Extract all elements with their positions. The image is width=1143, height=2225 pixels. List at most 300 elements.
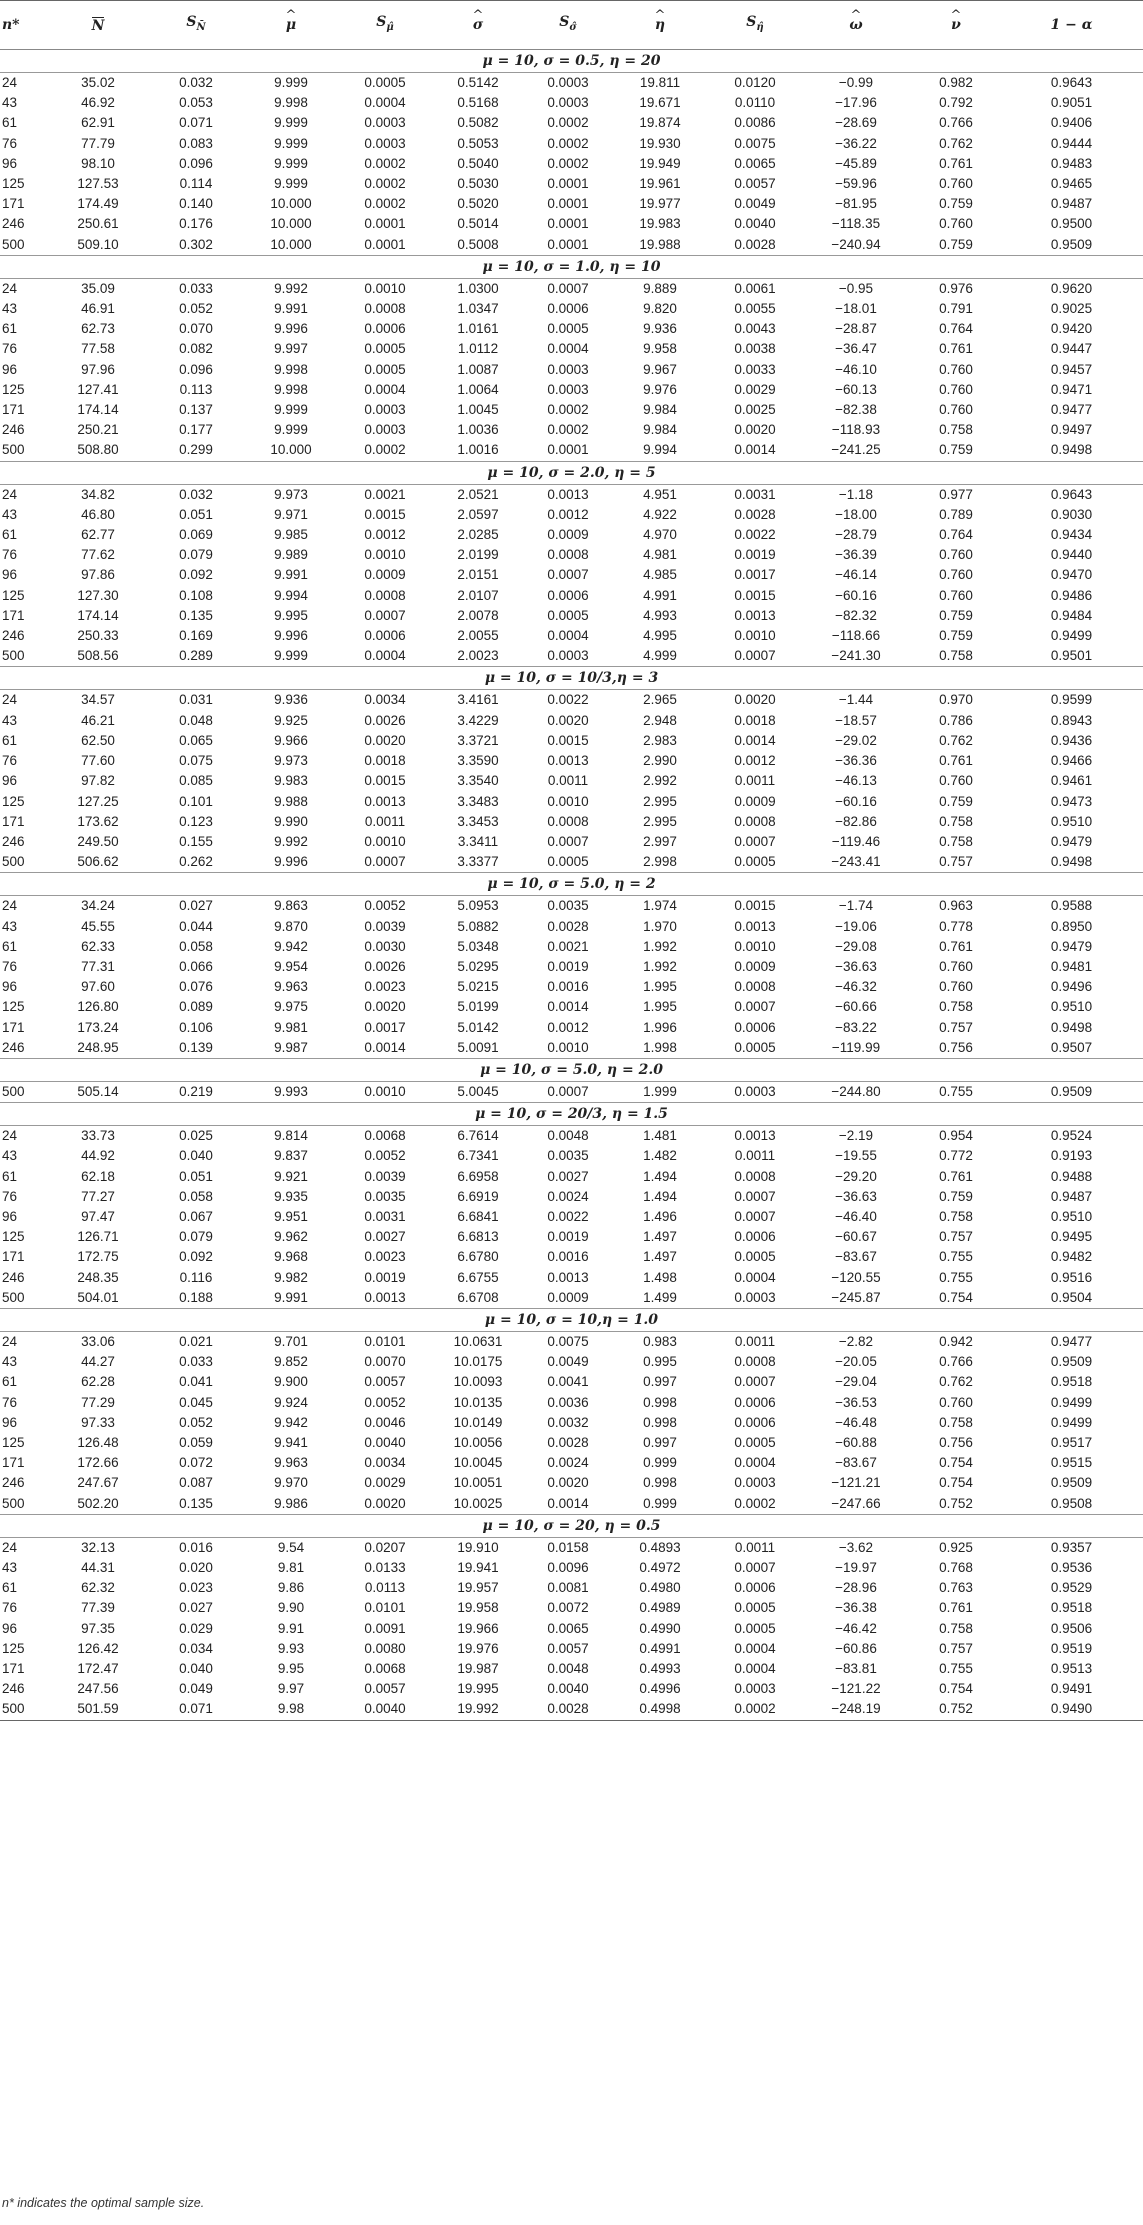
section-header-row <box>0 1058 1143 1081</box>
table-cell: 0.0031 <box>364 1208 406 1224</box>
table-cell: 0.759 <box>939 793 973 809</box>
table-row <box>0 73 1143 94</box>
table-cell: 246 <box>2 216 25 232</box>
table-row <box>0 1679 1143 1699</box>
table-cell: 0.4993 <box>639 1661 681 1677</box>
table-cell: 5.0091 <box>457 1039 499 1055</box>
table-cell: 9.998 <box>274 95 308 111</box>
table-cell: 0.021 <box>179 1333 213 1349</box>
table-cell: 10.0149 <box>453 1414 503 1430</box>
table-cell: 6.6755 <box>457 1269 499 1285</box>
table-cell: 0.0013 <box>547 753 589 769</box>
section-title: μ = 10, σ = 1.0, η = 10 <box>0 255 1143 278</box>
table-cell: 9.990 <box>274 813 308 829</box>
table-cell: 9.998 <box>274 361 308 377</box>
table-cell: 10.0093 <box>453 1374 503 1390</box>
table-cell: 9.870 <box>274 918 308 934</box>
table-cell: 0.045 <box>179 1394 213 1410</box>
table-cell: 1.494 <box>643 1168 677 1184</box>
table-cell: 0.0005 <box>734 1434 776 1450</box>
table-cell: 0.0014 <box>547 1495 589 1511</box>
table-cell: 0.9406 <box>1050 115 1093 131</box>
table-cell: 0.758 <box>939 999 973 1015</box>
table-cell: 125 <box>2 1229 25 1245</box>
table-cell: 19.910 <box>457 1539 499 1555</box>
table-cell: 0.0113 <box>364 1580 406 1596</box>
table-row <box>0 1352 1143 1372</box>
table-cell: 0.0029 <box>734 381 776 397</box>
table-cell: 9.967 <box>643 361 677 377</box>
table-cell: 0.0006 <box>547 301 589 317</box>
table-cell: 0.0010 <box>364 547 406 563</box>
table-cell: 9.93 <box>277 1640 305 1656</box>
table-cell: 0.758 <box>939 1620 973 1636</box>
table-cell: 10.000 <box>270 196 312 212</box>
table-cell: 501.59 <box>46 1699 150 1720</box>
table-cell: 0.049 <box>179 1681 213 1697</box>
table-cell: 0.0011 <box>734 1148 776 1164</box>
table-row <box>0 525 1143 545</box>
table-cell: −46.32 <box>835 979 877 995</box>
table-row <box>0 1659 1143 1679</box>
table-cell: 127.53 <box>77 176 119 192</box>
table-cell: 0.0024 <box>547 1455 589 1471</box>
section-header-row <box>0 1514 1143 1537</box>
table-cell: 0.0020 <box>734 422 776 438</box>
table-cell: −82.86 <box>835 813 877 829</box>
table-cell: 9.820 <box>643 301 677 317</box>
table-cell: 0.9588 <box>1050 898 1093 914</box>
table-cell: −36.63 <box>835 1188 877 1204</box>
table-cell: 19.930 <box>639 135 681 151</box>
table-cell: 9.924 <box>274 1394 308 1410</box>
table-cell: 0.998 <box>643 1414 677 1430</box>
table-cell: 19.874 <box>639 115 681 131</box>
table-cell: 43 <box>2 95 18 111</box>
table-cell: 9.701 <box>274 1333 308 1349</box>
table-cell: 0.0014 <box>734 442 776 458</box>
table-row <box>0 711 1143 731</box>
table-row <box>0 113 1143 133</box>
table-cell: −60.67 <box>835 1229 877 1245</box>
table-cell: −46.10 <box>835 361 877 377</box>
table-cell: −28.96 <box>835 1580 877 1596</box>
table-row <box>0 626 1143 646</box>
table-cell: 0.9479 <box>1050 938 1093 954</box>
table-cell: 0.0013 <box>547 1269 589 1285</box>
table-cell: 246 <box>2 628 25 644</box>
table-cell: 0.0007 <box>547 280 589 296</box>
table-cell: 0.760 <box>939 773 973 789</box>
table-cell: 0.0013 <box>734 1128 776 1144</box>
table-cell: −60.66 <box>835 999 877 1015</box>
table-cell: 2.0107 <box>457 587 499 603</box>
table-cell: 9.986 <box>274 1495 308 1511</box>
table-row <box>0 812 1143 832</box>
table-row <box>0 606 1143 626</box>
table-cell: −59.96 <box>835 176 877 192</box>
table-cell: 32.13 <box>81 1539 115 1555</box>
table-cell: 0.0002 <box>547 135 589 151</box>
table-cell: 0.0020 <box>547 1475 589 1491</box>
table-cell: 9.900 <box>274 1374 308 1390</box>
table-row <box>0 154 1143 174</box>
table-cell: 0.0065 <box>547 1620 589 1636</box>
table-cell: 24 <box>2 1539 18 1555</box>
table-cell: 9.921 <box>274 1168 308 1184</box>
table-cell: 0.9479 <box>1050 833 1093 849</box>
table-cell: 0.0028 <box>526 1699 610 1720</box>
table-cell: 76 <box>2 753 18 769</box>
table-row <box>0 235 1143 256</box>
header-one-minus-alpha: 1 − α <box>1000 1 1143 50</box>
table-cell: 0.9536 <box>1050 1560 1093 1575</box>
table-cell: −240.94 <box>831 236 881 252</box>
table-cell: 174.49 <box>77 196 119 212</box>
table-cell: 0.9524 <box>1050 1128 1093 1144</box>
table-cell: 97.60 <box>81 979 115 995</box>
table-cell: 2.0055 <box>457 628 499 644</box>
table-cell: 0.0075 <box>734 135 776 151</box>
table-cell: 0.0004 <box>547 341 589 357</box>
table-cell: 0.9051 <box>1050 95 1093 111</box>
table-cell: 9.963 <box>274 1455 308 1471</box>
table-cell: 2.995 <box>643 793 677 809</box>
table-cell: 0.0010 <box>547 1039 589 1055</box>
table-cell: 0.0101 <box>364 1600 406 1616</box>
table-cell: 62.50 <box>81 732 115 748</box>
table-row <box>0 1081 1143 1102</box>
table-cell: 0.0007 <box>547 1083 589 1099</box>
table-cell: 0.0034 <box>364 692 406 708</box>
table-cell: 9.966 <box>274 732 308 748</box>
table-cell: 3.3377 <box>457 854 499 870</box>
table-cell: 0.9473 <box>1050 793 1093 809</box>
table-row <box>0 1537 1143 1558</box>
table-cell: 0.759 <box>939 236 973 252</box>
table-cell: 96 <box>2 567 18 583</box>
table-cell: −83.67 <box>835 1249 877 1265</box>
table-cell: 9.992 <box>274 280 308 296</box>
table-cell: 1.496 <box>643 1208 677 1224</box>
table-cell: 0.763 <box>939 1580 973 1596</box>
table-cell: 10.000 <box>270 236 312 252</box>
table-cell: 2.0521 <box>457 486 499 502</box>
table-cell: 0.4996 <box>639 1681 681 1697</box>
table-cell: 0.0003 <box>364 115 406 131</box>
table-cell: 4.951 <box>643 486 677 502</box>
table-cell: 2.965 <box>643 692 677 708</box>
table-cell: 0.0002 <box>547 155 589 171</box>
table-cell: 33.73 <box>81 1128 115 1144</box>
table-body <box>0 50 1143 1721</box>
table-cell: 0.9025 <box>1050 301 1093 317</box>
table-cell: 0.0017 <box>734 567 776 583</box>
table-cell: −36.22 <box>835 135 877 151</box>
section-title: μ = 10, σ = 0.5, η = 20 <box>0 50 1143 73</box>
table-cell: −248.19 <box>800 1699 912 1720</box>
table-cell: 0.034 <box>179 1640 213 1656</box>
table-cell: −1.74 <box>838 898 874 914</box>
table-cell: 2.998 <box>643 854 677 870</box>
table-cell: −0.95 <box>838 280 874 296</box>
table-cell: 0.0003 <box>547 75 589 90</box>
table-cell: −120.55 <box>831 1269 881 1285</box>
table-cell: 0.0014 <box>734 732 776 748</box>
table-cell: 97.96 <box>81 361 115 377</box>
table-cell: 0.0023 <box>364 1249 406 1265</box>
table-cell: 0.9357 <box>1050 1539 1093 1555</box>
table-cell: 125 <box>2 176 25 192</box>
table-cell: 76 <box>2 135 18 151</box>
table-cell: −119.99 <box>831 1039 881 1055</box>
table-cell: 0.0005 <box>734 1620 776 1636</box>
table-cell: −29.08 <box>835 938 877 954</box>
table-row <box>0 957 1143 977</box>
table-cell: −60.86 <box>835 1640 877 1656</box>
table-cell: 0.0001 <box>364 216 406 232</box>
table-cell: 0.0007 <box>547 567 589 583</box>
table-cell: 0.058 <box>179 938 213 954</box>
table-cell: −247.66 <box>831 1495 881 1511</box>
table-cell: 9.997 <box>274 341 308 357</box>
table-row <box>0 771 1143 791</box>
table-cell: 0.0036 <box>547 1394 589 1410</box>
table-cell: 0.139 <box>179 1039 213 1055</box>
table-row <box>0 360 1143 380</box>
table-cell: 19.976 <box>457 1640 499 1656</box>
table-cell: −18.01 <box>835 301 877 317</box>
table-cell: 4.999 <box>643 648 677 664</box>
table-cell: 0.116 <box>179 1269 213 1285</box>
table-cell: 3.4229 <box>457 712 499 728</box>
table-cell: 0.0009 <box>547 1289 589 1305</box>
table-cell: 0.0018 <box>734 712 776 728</box>
table-cell: 0.032 <box>179 75 213 90</box>
section-header-row <box>0 50 1143 73</box>
table-cell: 0.9477 <box>1050 1333 1093 1349</box>
table-cell: 0.0007 <box>364 854 406 870</box>
table-cell: 0.0003 <box>364 422 406 438</box>
table-cell: 77.31 <box>81 958 115 974</box>
table-cell: 0.040 <box>179 1661 213 1677</box>
table-cell: 0.758 <box>939 1414 973 1430</box>
table-cell: 0.082 <box>179 341 213 357</box>
table-cell: 0.0016 <box>547 979 589 995</box>
table-row <box>0 1494 1143 1515</box>
table-cell: 0.0006 <box>734 1394 776 1410</box>
table-row <box>0 1433 1143 1453</box>
table-cell: 0.5008 <box>457 236 499 252</box>
table-row <box>0 214 1143 234</box>
table-cell: 3.3453 <box>457 813 499 829</box>
table-cell: 19.995 <box>457 1681 499 1697</box>
table-cell: 0.0002 <box>364 442 406 458</box>
table-cell: 0.106 <box>179 1019 213 1035</box>
table-cell: 500 <box>2 236 25 252</box>
table-cell: 62.33 <box>81 938 115 954</box>
table-cell: −244.80 <box>831 1083 881 1099</box>
table-row <box>0 690 1143 711</box>
table-cell: −243.41 <box>831 854 881 870</box>
table-cell: 24 <box>2 486 18 502</box>
table-cell: 19.992 <box>430 1699 526 1720</box>
table-cell: 46.92 <box>81 95 115 111</box>
table-cell: 500 <box>2 442 25 458</box>
table-cell: 9.941 <box>274 1434 308 1450</box>
table-cell: 125 <box>2 1640 25 1656</box>
table-cell: 0.755 <box>939 1269 973 1285</box>
table-row <box>0 1331 1143 1352</box>
table-cell: 9.970 <box>274 1475 308 1491</box>
table-cell: 0.0005 <box>547 854 589 870</box>
table-cell: 0.762 <box>939 135 973 151</box>
table-cell: 172.47 <box>77 1661 119 1677</box>
table-cell: 0.9436 <box>1050 732 1093 748</box>
table-cell: 0.044 <box>179 918 213 934</box>
table-cell: 0.0007 <box>734 833 776 849</box>
table-cell: 506.62 <box>77 854 119 870</box>
table-cell: −28.87 <box>835 321 877 337</box>
table-cell: 10.000 <box>270 442 312 458</box>
table-cell: 76 <box>2 1394 18 1410</box>
table-cell: 0.053 <box>179 95 213 111</box>
table-cell: 504.01 <box>77 1289 119 1305</box>
table-cell: −60.88 <box>835 1434 877 1450</box>
table-cell: 0.067 <box>179 1208 213 1224</box>
table-cell: 2.0023 <box>457 648 499 664</box>
table-cell: 0.0002 <box>364 196 406 212</box>
table-cell: 0.219 <box>179 1083 213 1099</box>
section-title: μ = 10, σ = 5.0, η = 2 <box>0 873 1143 896</box>
header-s-mu: $S_{\mû}$ <box>340 1 430 50</box>
table-cell: 0.0008 <box>364 301 406 317</box>
table-cell: −118.35 <box>831 216 881 232</box>
table-cell: −36.36 <box>835 753 877 769</box>
table-cell: 19.988 <box>639 236 681 252</box>
table-cell: −46.40 <box>835 1208 877 1224</box>
table-cell: 9.86 <box>277 1580 305 1596</box>
table-cell: 0.760 <box>939 402 973 418</box>
table-cell: 0.0034 <box>364 1455 406 1471</box>
table-cell: 0.0008 <box>734 1354 776 1370</box>
table-cell: 0.4989 <box>639 1600 681 1616</box>
table-cell: 0.761 <box>939 1168 973 1184</box>
table-cell: 1.992 <box>643 958 677 974</box>
table-cell: 10.0051 <box>453 1475 503 1491</box>
table-cell: 0.9504 <box>1050 1289 1093 1305</box>
table-cell: 0.0005 <box>364 341 406 357</box>
table-cell: 0.0020 <box>364 999 406 1015</box>
table-cell: 0.760 <box>939 587 973 603</box>
table-cell: 500 <box>2 648 25 664</box>
table-cell: −121.21 <box>831 1475 881 1491</box>
table-cell: 125 <box>2 381 25 397</box>
table-cell: 10.000 <box>270 216 312 232</box>
table-cell: 0.760 <box>939 958 973 974</box>
table-cell: −81.95 <box>835 196 877 212</box>
table-cell: 0.764 <box>939 527 973 543</box>
table-cell: 0.760 <box>939 176 973 192</box>
table-cell: 2.0285 <box>457 527 499 543</box>
table-cell: 0.9465 <box>1050 176 1093 192</box>
table-cell: 0.778 <box>939 918 973 934</box>
table-cell: 0.8943 <box>1050 712 1093 728</box>
table-cell: −121.22 <box>831 1681 881 1697</box>
table-cell: 246 <box>2 422 25 438</box>
table-cell: 0.0158 <box>547 1539 589 1555</box>
table-cell: 0.0007 <box>364 607 406 623</box>
table-cell: 0.0020 <box>364 1495 406 1511</box>
table-cell: 0.761 <box>939 155 973 171</box>
table-cell: −36.39 <box>835 547 877 563</box>
table-row <box>0 400 1143 420</box>
table-cell: 0.5168 <box>457 95 499 111</box>
table-row <box>0 751 1143 771</box>
table-cell: 246 <box>2 1475 25 1491</box>
table-cell: 0.0010 <box>364 833 406 849</box>
table-cell: 0.754 <box>939 1681 973 1697</box>
table-cell: 0.9471 <box>1050 381 1093 397</box>
table-cell: 77.60 <box>81 753 115 769</box>
table-cell: 62.18 <box>81 1168 115 1184</box>
table-cell: 0.755 <box>939 1661 973 1677</box>
table-cell: 0.9509 <box>1050 236 1093 252</box>
table-row <box>0 1126 1143 1147</box>
table-cell: 19.957 <box>457 1580 499 1596</box>
table-cell: 0.025 <box>179 1128 213 1144</box>
table-cell: 0.071 <box>179 115 213 131</box>
table-row <box>0 339 1143 359</box>
table-cell: 1.974 <box>643 898 677 914</box>
table-cell: 0.0006 <box>734 1019 776 1035</box>
table-cell: 0.0003 <box>364 135 406 151</box>
table-cell: 9.982 <box>274 1269 308 1285</box>
table-cell: 0.0012 <box>364 527 406 543</box>
table-cell: 0.0029 <box>364 1475 406 1491</box>
table-cell: 0.4893 <box>639 1539 681 1555</box>
table-cell: 0.0020 <box>547 712 589 728</box>
table-cell: 0.756 <box>939 1434 973 1450</box>
table-cell: 9.999 <box>274 176 308 192</box>
table-cell: 62.73 <box>81 321 115 337</box>
table-cell: 2.0078 <box>457 607 499 623</box>
table-cell: 0.0057 <box>547 1640 589 1656</box>
table-cell: 1.0347 <box>457 301 499 317</box>
table-cell: −1.44 <box>838 692 874 708</box>
table-row <box>0 1167 1143 1187</box>
table-cell: 0.758 <box>939 833 973 849</box>
table-cell: 0.048 <box>179 712 213 728</box>
table-cell: 9.942 <box>274 1414 308 1430</box>
table-cell: 0.0133 <box>364 1560 406 1575</box>
table-cell: 0.0002 <box>547 402 589 418</box>
table-cell: 125 <box>2 793 25 809</box>
table-cell: 0.096 <box>179 155 213 171</box>
table-cell: 0.0010 <box>734 628 776 644</box>
table-cell: 247.67 <box>77 1475 119 1491</box>
table-cell: 0.5014 <box>457 216 499 232</box>
table-cell: 0.027 <box>179 898 213 914</box>
header-sigma-hat: ^ σ <box>430 1 526 50</box>
table-cell: 0.0020 <box>364 732 406 748</box>
table-cell: 0.0043 <box>734 321 776 337</box>
table-cell: 0.792 <box>939 95 973 111</box>
table-cell: 9.54 <box>277 1539 305 1555</box>
table-cell: 0.9517 <box>1050 1434 1093 1450</box>
table-cell: 97.47 <box>81 1208 115 1224</box>
table-cell: 0.9507 <box>1050 1039 1093 1055</box>
